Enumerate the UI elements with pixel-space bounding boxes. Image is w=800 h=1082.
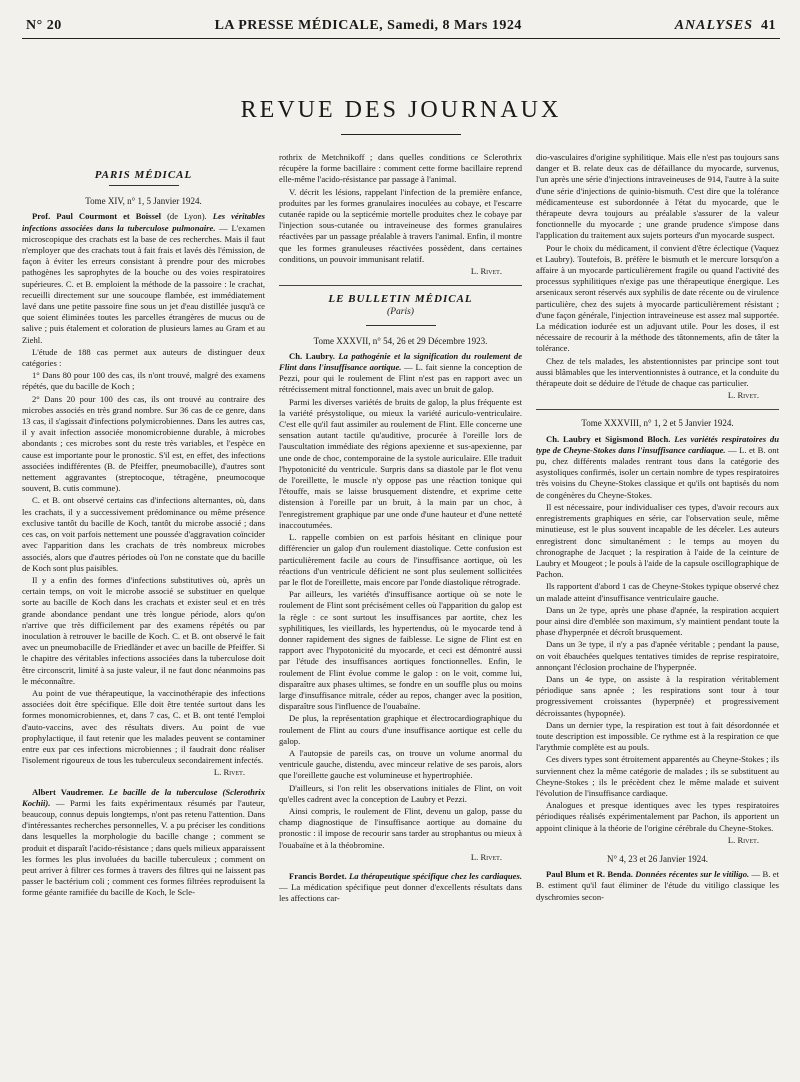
paragraph: rothrix de Metchnikoff ; dans quelles conditions ce Sclerothrix récupère la forme bacillaire : comment cette forme bacillaire reprend elle-même l'acido-résistance par passage à l'animal. [279,152,522,185]
signature: L. Rivet. [470,851,502,862]
article-courmont: Prof. Paul Courmont et Boissel (de Lyon). Les véritables infections associées dans la tuberculose pulmonaire. — L'examen microscopique des crachats est la base de ces recherches. Mais il faut n'employer que des crachats tout à fait frais et lavés dès l'émission, de façon à éviter les erreurs consistant à prendre pour des microbes pathogènes les saprophytes de la bouche ou des voies respiratoires supérieures. C. et B. emploient la méthode de la passoire : le crachat, recueilli directement sur une soucoupe flambée, est immédiatement lavé dans une petite passoire fine sous un jet d'eau distillée jusqu'à ce que soient éliminées toutes les parcelles étrangères de mucus ou de salive ; puis étalement et coloration de plusieurs lames au Gram et au Ziehl. [22,211,265,345]
section-subtitle: (Paris) [387,307,414,318]
article-laubry-bloch: Ch. Laubry et Sigismond Bloch. Les variétés respiratoires du type de Cheyne-Stokes dans l'insuffisance cardiaque. — L. et B. ont pu, chez différents malades rentrant tous dans la catégorie des asystoliques confirmés, isoler un certain nombre de types respiratoires très voisins du Cheyne-Stokes classique et qu'ils ont baptisés du nom de congénères du Cheyne-Stokes. [536,433,779,500]
article-laubry: Ch. Laubry. La pathogénie et la signification du roulement de Flint dans l'insuffisance aortique. — L. fait sienne la conception de Pezzi, pour qui le roulement de Flint n'est pas en rapport avec un rétrécissement mitral fonctionnel, mais avec un bruit de galop. [279,350,523,395]
paragraph: Pour le choix du médicament, il convient d'être éclectique (Vaquez et Laubry). Toutefois, B. préfère le bismuth et le mercure lorsqu'on a affaire à un myocarde particulièrement fragile ou quand l'activité des processus syphilitiques n'exige pas une thérapeutique énergique. Les arsenicaux seront réservés aux syphilis de date récente ou de virulence particulière, chez des sujets à myocarde particulièrement résistant ; d'une façon générale, l'injection intraveineuse est assez mal supportée. La médication iodurée est un adjuvant utile. Pour les doses, il est nécessaire de recourir à la méthode des tâtonnements, afin de tâter la tolérance. [536,242,779,354]
tome-line: N° 4, 23 et 26 Janvier 1924. [606,853,709,864]
signature: L. Rivet. [470,266,502,277]
paragraph: 1° Dans 80 pour 100 des cas, ils n'ont trouvé, malgré des examens répétés, que du bacille de Koch ; [22,370,265,392]
separator [536,409,779,410]
page-header [22,12,780,39]
column-2 [279,152,522,906]
article-bordet: Francis Bordet. La thérapeutique spécifique chez les cardiaques. — La médication spécifique peut donner d'excellents résultats dans les affections car- [279,870,522,904]
section-rule [366,325,436,326]
paragraph: Dans un 4e type, on assiste à la respiration véritablement périodique sans apnée ; les respirations sont tour à tour progressivement croissantes (hyperpnée) et progressivement décroissantes (hypopnée). [536,673,779,718]
section-title-bulletin-medical: LE BULLETIN MÉDICAL [328,293,473,306]
paragraph: L. rappelle combien on est parfois hésitant en clinique pour différencier un galop d'un roulement diastolique. Cette confusion est particulièrement facile au cours de l'insuffisance aortique, où les réactions d'un ventricule déficient ne sont plus seulement sollicitées par le flot de l'oreillette, mais encore par l'onde diastolique rétrograde. [279,532,522,587]
tome-line: Tome XXXVIII, n° 1, 2 et 5 Janvier 1924. [581,418,734,429]
section-rule [109,185,179,186]
paragraph: Chez de tels malades, les abstentionnistes par principe sont tout aussi blâmables que les interventionnistes à outrance, et la conduite du thérapeute doit se déduire de l'étude de chaque cas particulier. [536,355,779,389]
paragraph: Il est nécessaire, pour individualiser ces types, d'avoir recours aux enregistrements graphiques en série, car l'observation seule, même minutieuse, est le plus souvent incapable de les déceler. Les auteurs enregistrent donc simultanément : le temps au moyen du chronographe de Jacquet ; la respiration à l'aide de la ceinture de Laubry et Mougeot ; le pouls à l'aide de la capsule oscillographique de Pachon. [536,501,779,580]
paragraph: Ainsi compris, le roulement de Flint, devenu un galop, passe du champ diagnostique de l'insuffisance aortique au domaine du pronostic : il impose de recourir sans tarder au strophantus ou mieux à l'ouabaïne et à la théobromine. [279,805,522,850]
signature: L. Rivet. [727,390,759,401]
paragraph: Il y a enfin des formes d'infections substitutives où, après un certain temps, on voit le microbe associé se substituer en quelque sorte au bacille de Koch dans les crachats et exister seul et en très grande abondance pendant une très longue période, alors qu'on n'arrive que très difficilement par des examens répétés ou par inoculation à retrouver le bacille de Koch. C. et B. ont observé le fait avec un pneumobacille de Friedländer et avec un bacille de Pfeiffer. Si le chapitre des véritables infections associées dans la tuberculose doit être circonscrit, limité à sa juste valeur, il ne faut donc néanmoins pas le méconnaître. [22,574,265,686]
journal-title: LA PRESSE MÉDICALE, Samedi, 8 Mars 1924 [214,18,522,33]
paragraph: De plus, la représentation graphique et électrocardiographique du roulement de Flint au cours d'une insuffisance aortique est celle du galop. [279,713,522,746]
issue-number: N° 20 [26,18,62,33]
article-columns [22,152,780,906]
signature: L. Rivet. [213,767,245,778]
paragraph: Ces divers types sont étroitement apparentés au Cheyne-Stokes ; ils surviennent chez la même catégorie de malades ; ils se substituent au Cheyne-Stokes ; ils le précèdent chez le même malade et suivent l'évolution de l'insuffisance cardiaque. [536,754,779,798]
page [22,12,780,1074]
paragraph: A l'autopsie de pareils cas, on trouve un volume anormal du ventricule gauche, distendu, avec minceur relative de ses parois, alors que l'oreillette gauche est volumineuse et hypertrophiée. [279,747,522,781]
paragraph: Ils rapportent d'abord 1 cas de Cheyne-Stokes typique observé chez un malade atteint d'insuffisance ventriculaire gauche. [536,581,779,603]
paragraph: dio-vasculaires d'origine syphilitique. Mais elle n'est pas toujours sans danger et B. relate deux cas de défaillance du myocarde, survenus, l'un après une série d'injections intraveineuses de 914, l'autre à la suite d'une série d'injections de quinio-bismuth. C'est dire que la tolérance médicamenteuse est subordonnée à l'état du myocarde, que le thérapeute devra toujours au préalable s'assurer de la valeur fonctionnelle du myocarde ; une grande prudence s'impose dans l'application du traitement aux sujets porteurs d'un myocarde suspect. [536,152,779,241]
paragraph: 2° Dans 20 pour 100 des cas, ils ont trouvé au contraire des microbes associés en très grand nombre. Sur 36 cas de ce genre, dans 13 cas, il s'agissait d'infections polymicrobiennes. Dans les autres cas, il y avait infection associée monomicrobienne durable, à microbes abondants ; ces microbes sont du reste très variables, et l'espèce en cause est importante pour le pronostic. S'il est, en effet, des infections associées indifférentes (B. de Pfeiffer, pneumobacille), d'autres sont nettement aggravantes (streptocoque, tétragène, pneumocoque souvent, B. cutis commune). [22,393,265,494]
paragraph: V. décrit les lésions, rappelant l'infection de la première enfance, produites par les formes granulaires inoculées au cobaye, et l'escarre cutanée rapide ou la septicémie mortelle produites chez le cobaye par l'injection sous-cutanée ou intraveineuse des formes granulaires réactivées par un passage préalable à travers l'animal. Enfin, il montre que les formes granuleuses réactivées possèdent, dans certaines conditions, un pouvoir immunisant relatif. [279,186,522,264]
paragraph: Au point de vue thérapeutique, la vaccinothérapie des infections associées doit être spécifique. Elle doit être tentée surtout dans les formes monomicrobiennes, et, dans 7 cas, C. et B. ont tenté l'emploi d'auto-vaccins, avec des résultats divers. Au point de vue prophylactique, il faut retenir que les malades peuvent se contaminer entre eux par ces infections microbiennes ; il faudrait donc réaliser l'isolement rigoureux de tous les tuberculeux secondairement infectés. [22,687,265,766]
title-rule [341,134,461,135]
paragraph: Dans un 3e type, il n'y a pas d'apnée véritable ; pendant la pause, on voit ébauchées quelques tentatives timides de reprise respiratoire, annonçant l'éclosion prochaine de l'hyperpnée. [536,639,779,672]
column-1 [22,152,265,906]
paragraph: L'étude de 188 cas permet aux auteurs de distinguer deux catégories : [22,346,265,369]
section-name: ANALYSES [674,18,753,33]
paragraph: Dans un 2e type, après une phase d'apnée, la respiration acquiert pour ainsi dire d'emblée son maximum, s'y maintient pendant toute la phase d'hyperpnée et décroît brusquement. [536,604,779,638]
paragraph: Analogues et presque identiques avec les types respiratoires périodiques réalisés expérimentalement par Pachon, ils apportent un appoint clinique à la théorie de l'origine cérébrale du Cheyne-Stokes. [536,800,779,833]
revue-title: REVUE DES JOURNAUX [240,97,562,123]
paragraph: C. et B. ont observé certains cas d'infections alternantes, où, dans les crachats, il y a successivement prédominance ou même présence exclusive tantôt du bacille de Koch, tantôt du microbe associé ; dans ces cas, on voit parfois nettement une poussée d'aggravation coïncider avec l'apparition dans les crachats de très nombreux microbes associés, alors que d'autres périodes où l'on ne constate que du bacille de Koch sont plus paisibles. [22,495,265,573]
tome-line: Tome XXXVII, n° 54, 26 et 29 Décembre 1923. [313,335,488,346]
article-vaudremer: Albert Vaudremer. Le bacille de la tuberculose (Sclerothrix Kochii). — Parmi les faits expérimentaux résumés par l'auteur, beaucoup, connus depuis longtemps, n'ont pas retenu l'attention. Dans d'intéressantes recherches personnelles, V. a pu préciser les conditions dans lesquelles la morphologie du bacille change ; comment se produit et disparaît l'acido-résistance ; dans quels milieux apparaissent les formes les plus involuées du bacille tuberculeux ; comment on peut arriver à filtrer ces formes à travers des filtres qui ne laissent pas passer le bactérium coli ; comment ces formes filtrées reproduisent la forme géante ramifiée du bacille de Koch, le Scle- [22,786,265,898]
column-3 [536,152,779,906]
signature: L. Rivet. [727,834,759,845]
paragraph: Dans un dernier type, la respiration est tout à fait désordonnée et toute description est impossible. Ce rythme est à la respiration ce que l'arythmie complète est au pouls. [536,719,779,753]
page-number: 41 [761,18,776,33]
tome-line: Tome XIV, n° 1, 5 Janvier 1924. [85,196,202,207]
paragraph: Parmi les diverses variétés de bruits de galop, la plus fréquente est la variété présystolique, ou mieux la variété auriculo-ventriculaire. C'est elle qu'il faut assimiler au roulement de Flint. Elle concerne une sensation autant tactile qu'auditive, procurée à l'oreille lors de l'auscultation immédiate des régions apexienne et sus-apexienne, par une onde de choc, contemporaine de la systole auriculaire. Elle traduit l'hypotonicité du ventricule. Surpris dans sa diastole par le flot venu de l'oreillette, le muscle n'y oppose pas une réaction tonique qui l'étouffe, mais se laisse brusquement distendre, et exprime cette distension à l'oreille par un bruit, à la main par un choc, à l'enregistrement graphique par une onde d'une hauteur et d'une netteté inaccoutumées. [279,396,522,530]
separator [279,285,522,286]
section-title-paris-medical: PARIS MÉDICAL [94,169,193,181]
paragraph: D'ailleurs, si l'on relit les observations initiales de Flint, on voit qu'elles cadrent avec la conception de Laubry et Pezzi. [279,782,522,804]
article-blum-benda: Paul Blum et R. Benda. Données récentes sur le vitiligo. — B. et B. estiment qu'il faut éliminer de l'étude du vitiligo classique les dyschromies secon- [536,869,779,902]
paragraph: Par ailleurs, les variétés d'insuffisance aortique où se note le roulement de Flint sont précisément celles où l'apparition du galop est la règle : ce sont surtout les insuffisances par aortite, chez les syphilitiques, les vieillards, les hypertendus, où le myocarde tend à donner rapidement des signes de faiblesse. Le signe de Flint est en rapport avec l'hypotonicité du myocarde, et ceci est démontré aussi par l'étude des insuffisances aortiques fonctionnelles. Enfin, le roulement de Flint évolue comme le galop : on le voit, comme lui, disparaître aux phases ultimes, se fondre en un souffle plus ou moins large d'insuffisance mitrale, céder au repos, changer avec la position, disparaître sous l'influence de l'ouabaïne. [279,589,522,712]
